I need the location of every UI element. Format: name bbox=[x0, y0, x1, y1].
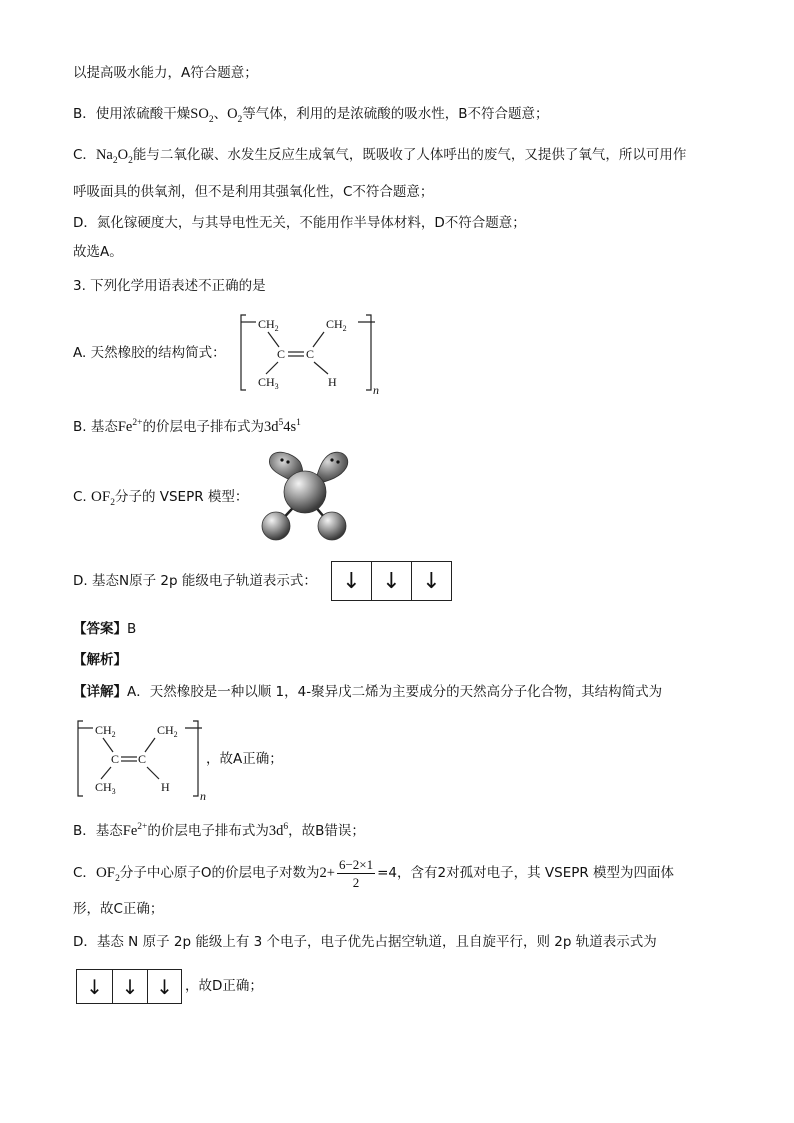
ch2-left-label: $CH_2$ bbox=[95, 723, 116, 739]
carbon-1-label: C bbox=[277, 347, 286, 361]
carbon-1-label: C bbox=[111, 752, 120, 766]
subscript-n: n bbox=[200, 789, 206, 803]
answer-line: 【答案】B bbox=[73, 621, 137, 637]
explain-c: C．$OF_2$分子中心原子O的价层电子对数为2+ $\frac{6-2\times 1}{2}$ =4，含有2对孤对电子，其 VSEPR 模型为四面体 bbox=[73, 856, 675, 890]
option-b: B. 基态$Fe^{2+}$的价层电子排布式为$3d^54s^1$ bbox=[73, 418, 301, 435]
h-label: H bbox=[328, 375, 337, 389]
polymer-structure-diagram bbox=[236, 310, 379, 397]
orbital-box: ↓ bbox=[422, 568, 441, 594]
explain-a-end: ，故A正确； bbox=[206, 751, 283, 767]
orbital-box: ↓ bbox=[113, 970, 148, 1003]
text-line: 以提高吸水能力，A符合题意； bbox=[73, 65, 258, 81]
option-c-prev: C．$Na_2O_2$能与二氧化碳、水发生反应生成氧气，既吸收了人体呼出的废气，又提供了氧气，所以可用作 bbox=[73, 147, 687, 166]
option-c: C. $OF_2$分子的 VSEPR 模型： bbox=[73, 489, 249, 508]
explain-b: B．基态$Fe^{2+}$的价层电子排布式为$3d^6$，故B错误； bbox=[73, 822, 365, 839]
option-d: D. 基态N原子 2p 能级电子轨道表示式： bbox=[73, 573, 317, 589]
ch2-left-label: $CH_2$ bbox=[258, 317, 279, 333]
ch2-right-label: $CH_2$ bbox=[157, 723, 178, 739]
subscript-n: n bbox=[373, 383, 379, 397]
conclusion: 故选A。 bbox=[73, 244, 123, 260]
orbital-box: ↓ bbox=[156, 974, 173, 999]
explain-d: D．基态 N 原子 2p 能级上有 3 个电子，电子优先占据空轨道，且自旋平行，则 2p 轨道表示式为 bbox=[73, 934, 657, 950]
explain-a: 【详解】A．天然橡胶是一种以顺 1，4-聚异戊二烯为主要成分的天然高分子化合物，其结构简式为 bbox=[73, 684, 663, 700]
ch2-right-label: $CH_2$ bbox=[326, 317, 347, 333]
text-line: 呼吸面具的供氧剂，但不是利用其强氧化性，C不符合题意； bbox=[73, 184, 434, 200]
h-label: H bbox=[161, 780, 170, 794]
ch3-label: $CH_3$ bbox=[95, 780, 116, 796]
option-b-prev: B．使用浓硫酸干燥$SO_2$、$O_2$等气体，利用的是浓硫酸的吸水性，B不符合题意； bbox=[73, 106, 549, 125]
polymer-structure-diagram-explain bbox=[73, 716, 213, 802]
orbital-diagram-question bbox=[331, 561, 452, 601]
question-stem: 3. 下列化学用语表述不正确的是 bbox=[73, 278, 266, 294]
option-a: A. 天然橡胶的结构简式： bbox=[73, 345, 226, 361]
vsepr-model-figure bbox=[252, 446, 360, 546]
orbital-box: ↓ bbox=[77, 970, 113, 1003]
explain-c-cont: 形，故C正确； bbox=[73, 901, 164, 917]
orbital-box: ↓ bbox=[332, 562, 372, 600]
carbon-2-label: C bbox=[138, 752, 147, 766]
orbital-diagram-answer bbox=[76, 969, 182, 1004]
explain-d-end: ，故D正确； bbox=[185, 978, 263, 994]
orbital-box: ↓ bbox=[372, 562, 412, 600]
fraction: $\frac{6-2\times 1}{2}$ bbox=[338, 856, 374, 890]
carbon-2-label: C bbox=[306, 347, 315, 361]
ch3-label: $CH_3$ bbox=[258, 375, 279, 391]
option-d-prev: D．氮化镓硬度大，与其导电性无关，不能用作半导体材料，D不符合题意； bbox=[73, 215, 526, 231]
analysis-heading: 【解析】 bbox=[73, 652, 127, 668]
